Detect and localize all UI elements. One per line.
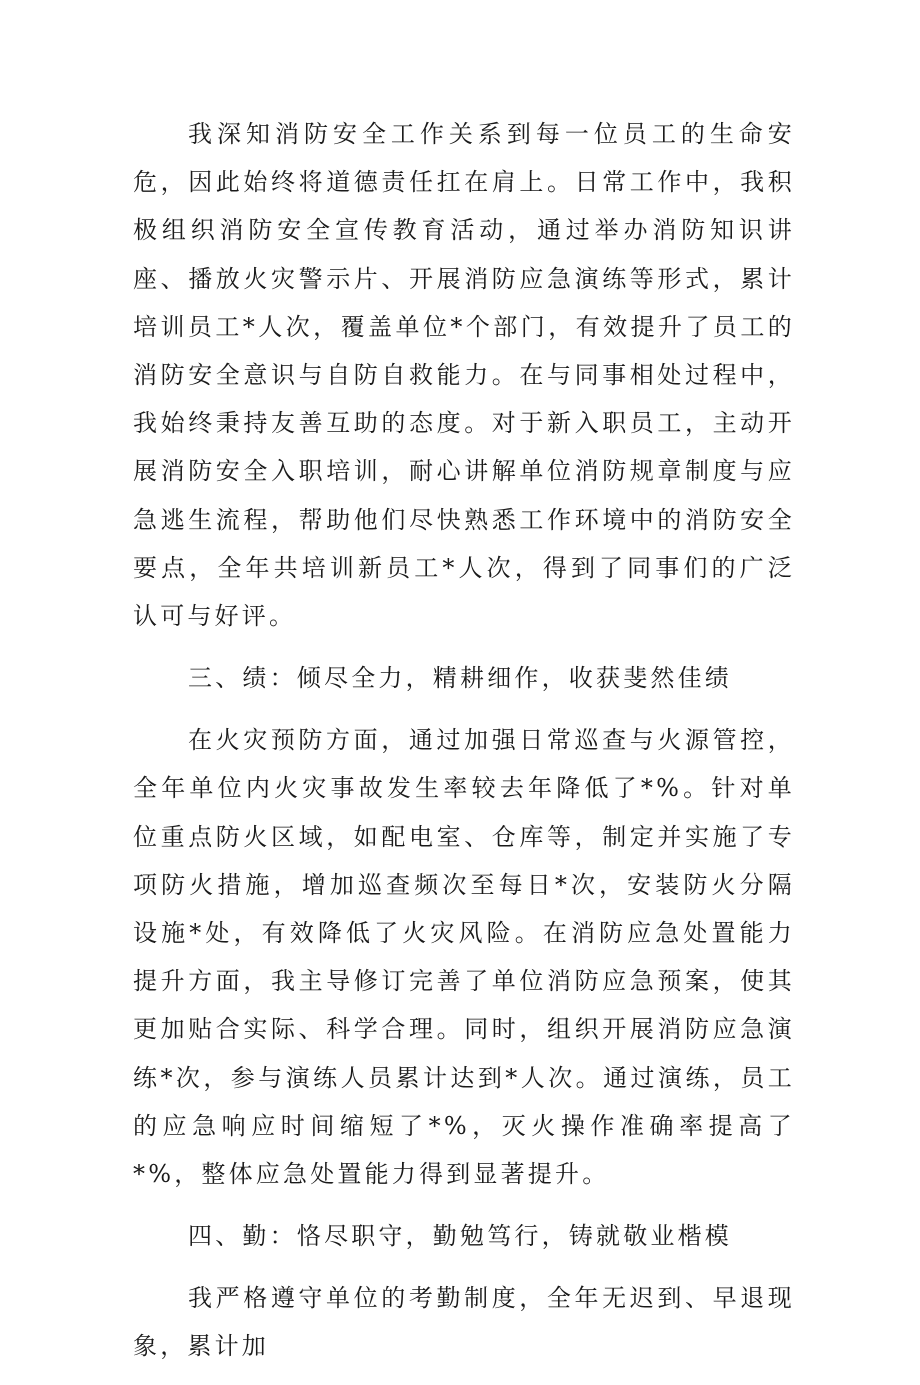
paragraph-moral-responsibility: 我深知消防安全工作关系到每一位员工的生命安危，因此始终将道德责任扛在肩上。日常工作中，我积极组织消防安全宣传教育活动，通过举办消防知识讲座、播放火灾警示片、开展消防应急演练等形式，累计培训员工*人次，覆盖单位*个部门，有效提升了员工的消防安全意识与自防自救能力。在与同事相处过程中，我始终秉持友善互助的态度。对于新入职员工，主动开展消防安全入职培训，耐心讲解单位消防规章制度与应急逃生流程，帮助他们尽快熟悉工作环境中的消防安全要点，全年共培训新员工*人次，得到了同事们的广泛认可与好评。 — [133, 120, 795, 631]
section-heading-diligence: 四、勤：恪尽职守，勤勉笃行，铸就敬业楷模 — [188, 1222, 732, 1251]
section-heading-achievements: 三、绩：倾尽全力，精耕细作，收获斐然佳绩 — [188, 664, 732, 693]
paragraph-fire-prevention: 在火灾预防方面，通过加强日常巡查与火源管控，全年单位内火灾事故发生率较去年降低了*%。针对单位重点防火区域，如配电室、仓库等，制定并实施了专项防火措施，增加巡查频次至每日*次，安装防火分隔设施*处，有效降低了火灾风险。在消防应急处置能力提升方面，我主导修订完善了单位消防应急预案，使其更加贴合实际、科学合理。同时，组织开展消防应急演练*次，参与演练人员累计达到*人次。通过演练，员工的应急响应时间缩短了*%，灭火操作准确率提高了*%，整体应急处置能力得到显著提升。 — [133, 726, 795, 1189]
paragraph-attendance: 我严格遵守单位的考勤制度，全年无迟到、早退现象，累计加 — [133, 1284, 795, 1361]
document-body — [133, 110, 795, 1385]
